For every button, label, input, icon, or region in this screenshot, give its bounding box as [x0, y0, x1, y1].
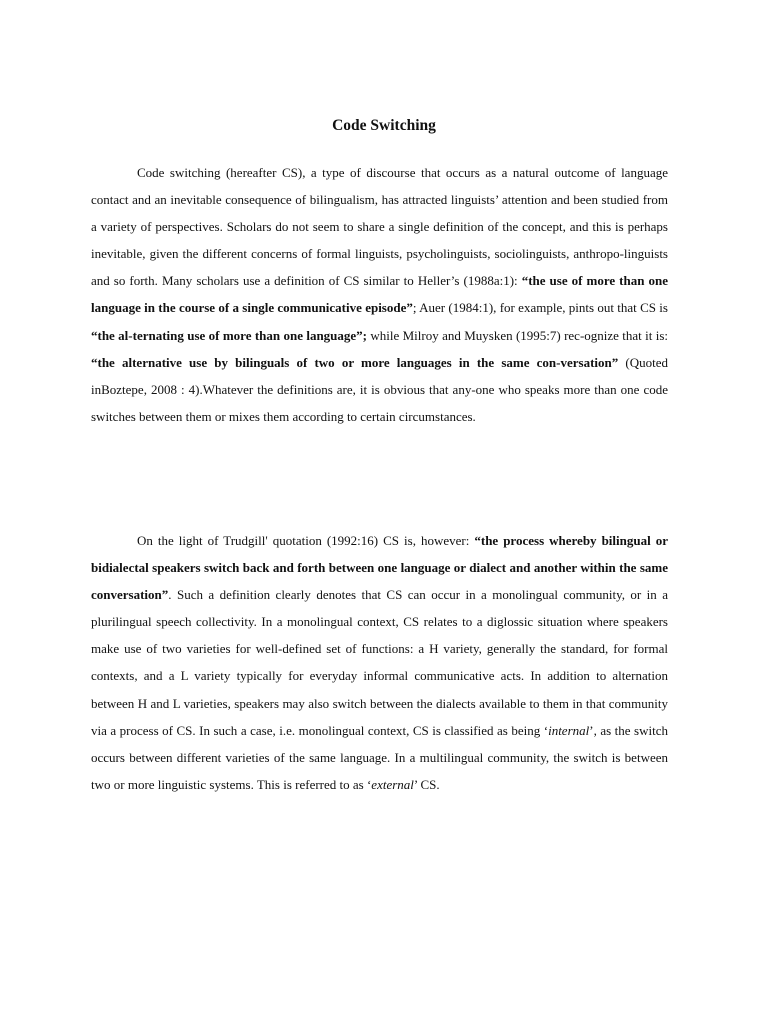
- text-segment: ’, as the switch occurs between different varieties of the same language. In a multilingual community, the switch is between two or more linguistic systems. This is referred to as ‘: [91, 722, 668, 792]
- text-segment: On the light of Trudgill' quotation (1992:16) CS is, however:: [137, 533, 475, 548]
- bold-quote: “the use of more than one language in the course of a single communicative episode”: [91, 273, 669, 316]
- text-segment: . Such a definition clearly denotes that CS can occur in a monolingual community, or in a plurilingual speech collectivity. In a monolingual context, CS relates to a diglossic situation where speakers make use of two varieties for well-defined set of functions: a H variety, generally the standard, for formal contexts, and a L variety typically for everyday informal communicative acts. In addition to alternation between H and L varieties, speakers may also switch between the dialects available to them in that community via a process of CS. In such a case, i.e. monolingual context, CS is classified as being ‘: [91, 587, 668, 738]
- page-title: Code Switching: [332, 117, 436, 134]
- text-segment: ’ CS.: [413, 776, 440, 792]
- bold-quote: “the alternative use by bilinguals of two or more languages in the same con-versation”: [91, 354, 619, 370]
- text-segment: (Quoted inBoztepe, 2008 : 4).Whatever the definitions are, it is obvious that any-one who speaks more than one code switches between them or mixes them according to certain circumstances.: [91, 354, 668, 424]
- paragraph-1: [91, 159, 668, 430]
- text-segment: while Milroy and Muysken (1995:7) rec-ognize that it is:: [367, 327, 668, 343]
- italic-term: external: [371, 776, 414, 792]
- italic-term: internal: [548, 722, 590, 738]
- bold-quote: “the al-ternating use of more than one language”;: [91, 327, 368, 343]
- text-segment: ; Auer (1984:1), for example, pints out that CS is: [412, 300, 668, 316]
- bold-quote: “the process whereby bilingual or bidialectal speakers switch back and forth between one language or dialect and another within the same conversation”: [91, 533, 668, 603]
- text-segment: Code switching (hereafter CS), a type of discourse that occurs as a natural outcome of language contact and an inevitable consequence of bilingualism, has attracted linguists’ attention and been studied from a variety of perspectives. Scholars do not seem to share a single definition of the concept, and this is perhaps inevitable, given the different concerns of formal linguists, psycholinguists, sociolinguists, anthropo-linguists and so forth. Many scholars use a definition of CS similar to Heller’s (1988a:1):: [91, 165, 668, 289]
- paragraph-2: [91, 527, 668, 798]
